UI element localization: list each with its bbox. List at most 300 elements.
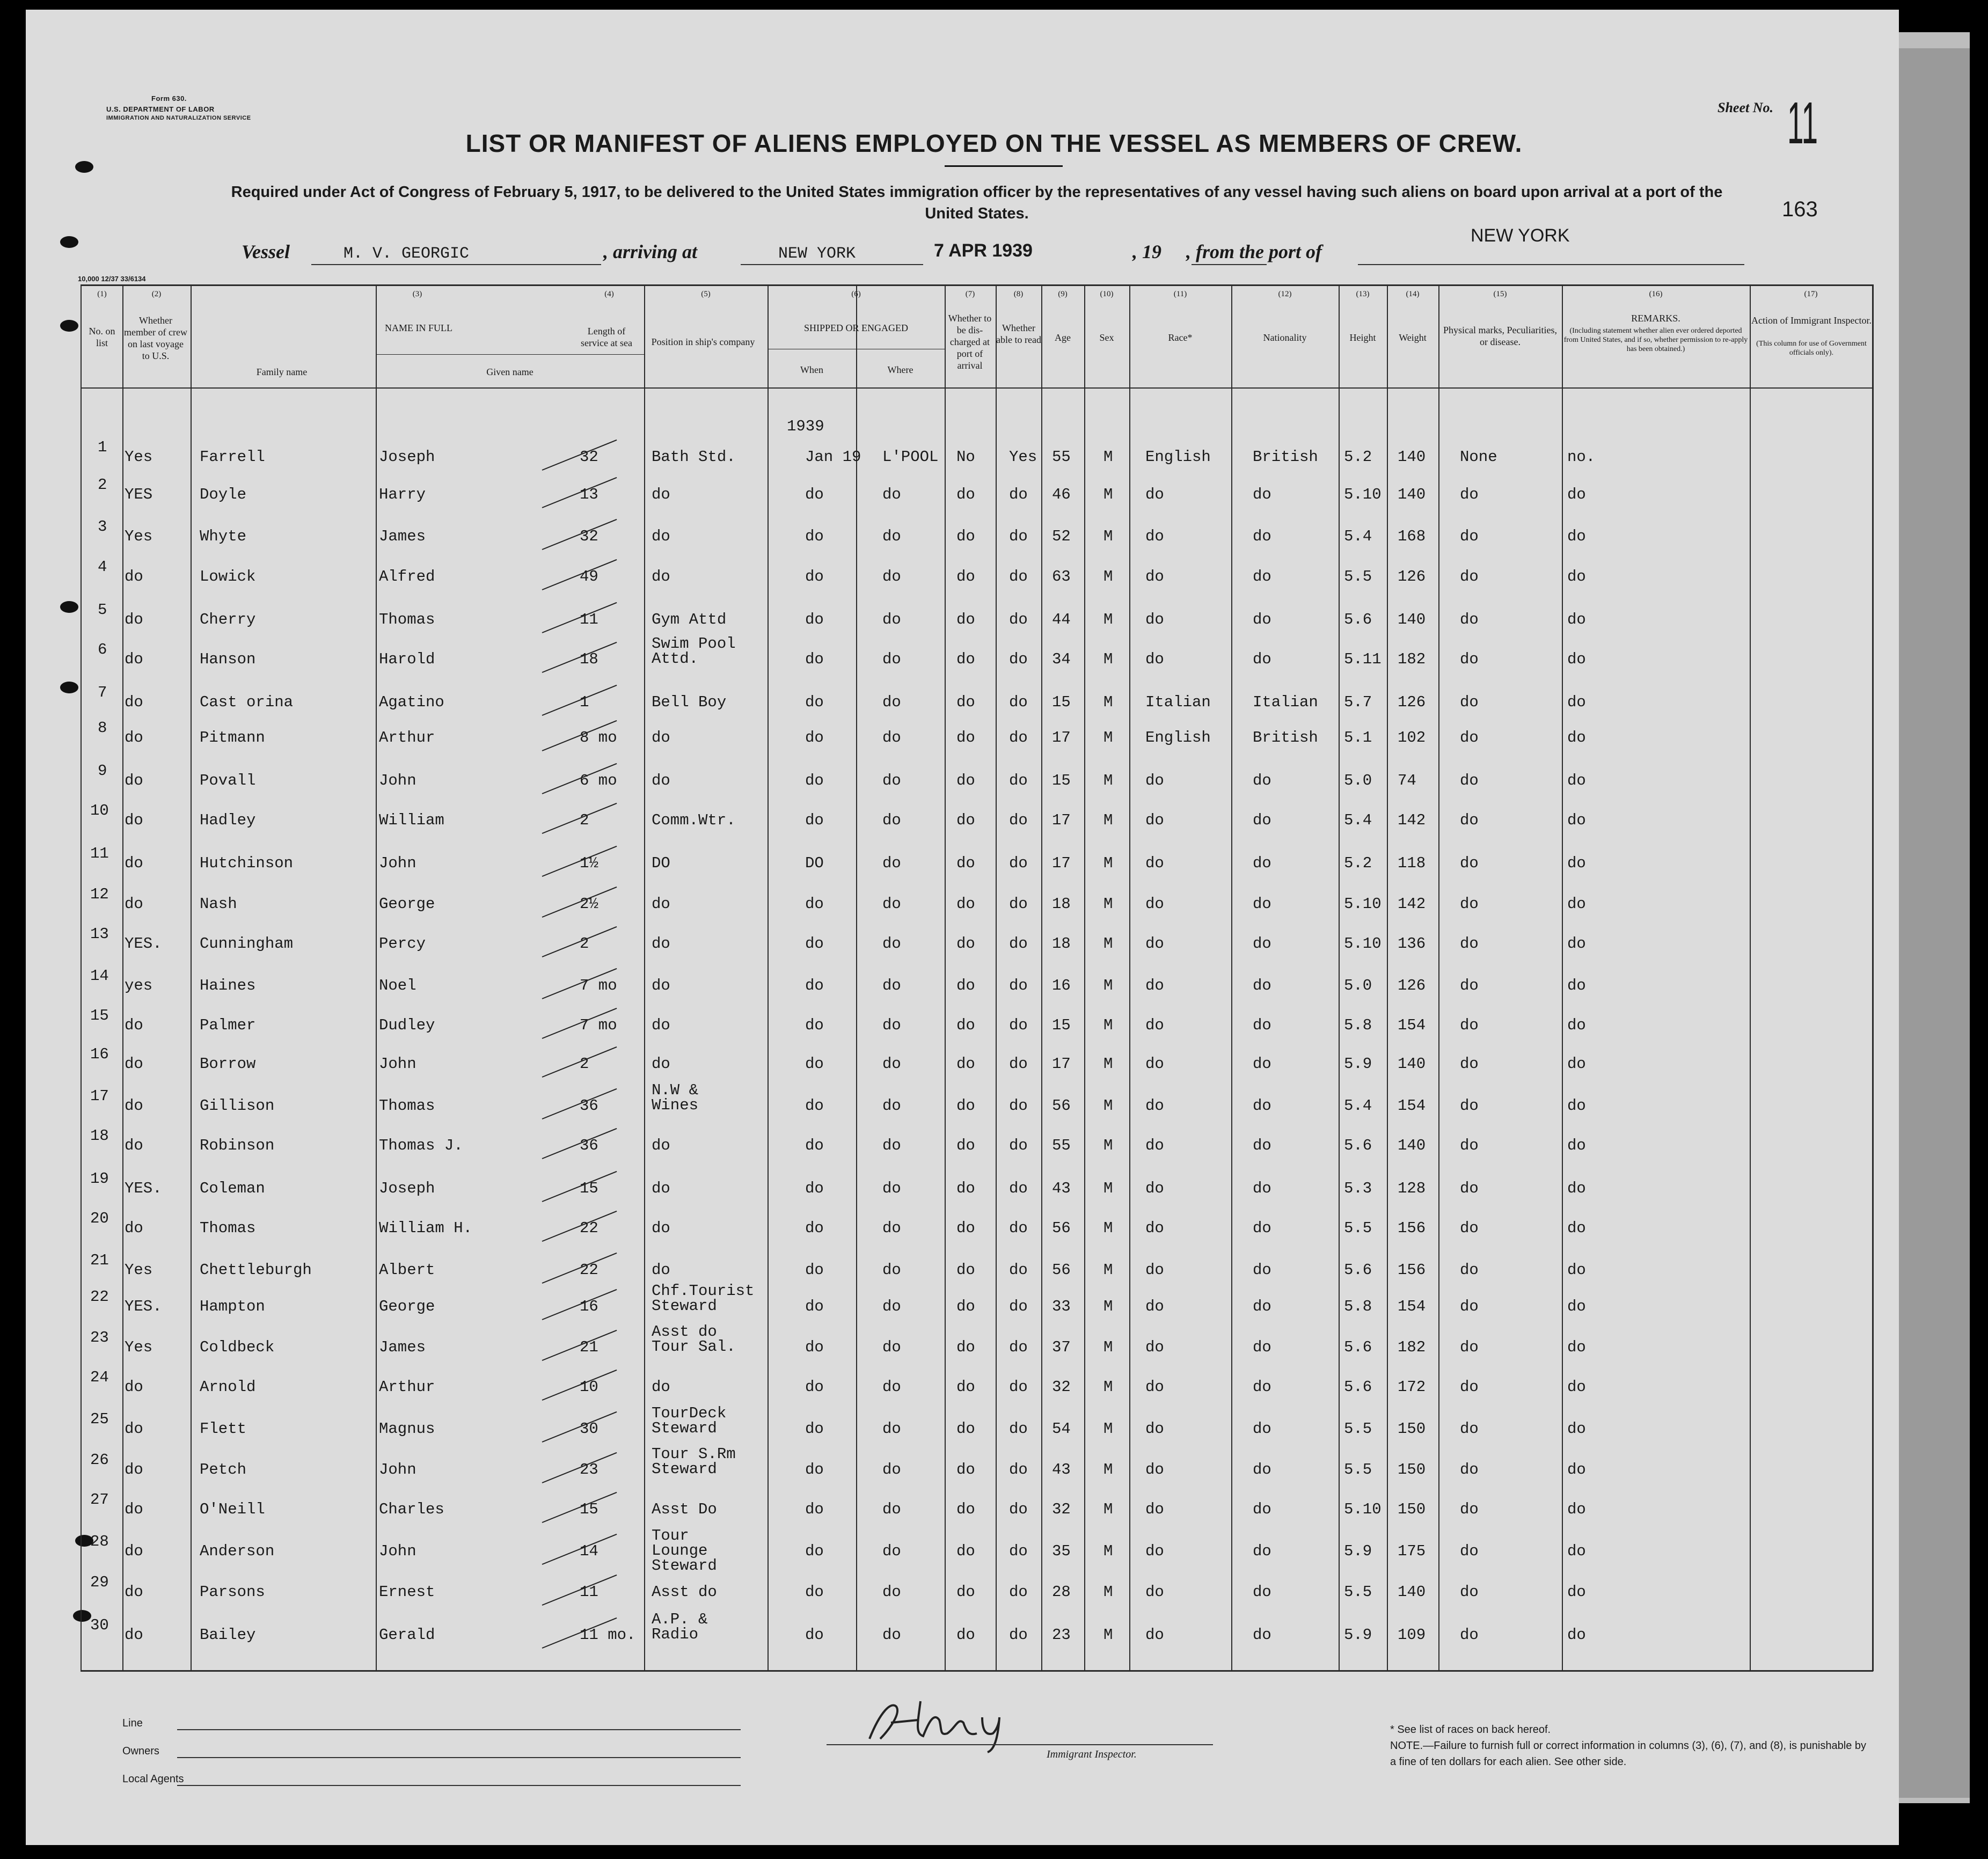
age-cell: 33 <box>1052 1298 1071 1315</box>
height-cell: 5.9 <box>1344 1055 1372 1073</box>
able-to-read-cell: do <box>1009 611 1028 628</box>
position-cell: do <box>652 772 670 789</box>
height-cell: 5.10 <box>1344 486 1382 503</box>
column-number: (16) <box>1649 290 1663 298</box>
remarks-cell: do <box>1567 1016 1586 1034</box>
col-header-discharged: Whether to be dis-charged at port of arrival <box>948 313 992 371</box>
family-name-cell: Pitmann <box>200 729 265 746</box>
race-cell: do <box>1145 1261 1164 1279</box>
service-length-cell: 32 <box>580 528 598 545</box>
weight-cell: 156 <box>1398 1219 1426 1237</box>
crew-status-cell: do <box>125 772 143 789</box>
given-name-cell: Joseph <box>379 1180 435 1197</box>
nationality-cell: do <box>1253 1461 1271 1479</box>
discharged-cell: do <box>956 568 975 585</box>
crew-status-cell: Yes <box>125 1338 153 1356</box>
races-note: * See list of races on back hereof. <box>1390 1724 1551 1736</box>
weight-cell: 142 <box>1398 895 1426 913</box>
row-number: 24 <box>90 1368 109 1386</box>
discharged-cell: do <box>956 1338 975 1356</box>
punch-hole-icon <box>60 236 78 248</box>
punch-hole-icon <box>60 601 78 613</box>
crew-status-cell: yes <box>125 977 153 994</box>
discharged-cell: do <box>956 1626 975 1644</box>
service-length-cell: 30 <box>580 1420 598 1438</box>
col-header-read: Whether able to read <box>996 323 1041 345</box>
remarks-cell: do <box>1567 895 1586 913</box>
row-number: 3 <box>98 518 107 536</box>
arriving-label: , arriving at <box>603 241 698 262</box>
remarks-cell: do <box>1567 772 1586 789</box>
shipped-where-cell: do <box>882 1420 901 1438</box>
able-to-read-cell: do <box>1009 486 1028 503</box>
service-length-cell: 10 <box>580 1378 598 1396</box>
shipped-where-cell: do <box>882 1461 901 1479</box>
shipped-where-cell: do <box>882 977 901 994</box>
nationality-cell: do <box>1253 935 1271 953</box>
physical-marks-cell: do <box>1460 1219 1479 1237</box>
family-name-cell: Thomas <box>200 1219 256 1237</box>
page-title: LIST OR MANIFEST OF ALIENS EMPLOYED ON THE VESSEL AS MEMBERS OF CREW. <box>465 129 1523 157</box>
remarks-cell: do <box>1567 1261 1586 1279</box>
family-name-cell: Cunningham <box>200 935 294 953</box>
crew-status-cell: do <box>125 1378 143 1396</box>
sex-cell: M <box>1103 1097 1113 1115</box>
print-code: 10,000 12/37 33/6134 <box>78 275 146 283</box>
able-to-read-cell: do <box>1009 693 1028 711</box>
weight-cell: 126 <box>1398 977 1426 994</box>
age-cell: 28 <box>1052 1583 1071 1601</box>
nationality-cell: do <box>1253 1261 1271 1279</box>
inspector-signature <box>859 1690 1030 1755</box>
age-cell: 56 <box>1052 1219 1071 1237</box>
owners-underline <box>177 1757 741 1758</box>
given-name-cell: John <box>379 854 416 872</box>
height-cell: 5.4 <box>1344 528 1372 545</box>
column-number: (7) <box>965 290 975 298</box>
nationality-cell: British <box>1253 729 1318 746</box>
service-length-cell: 2½ <box>580 895 598 913</box>
weight-cell: 126 <box>1398 568 1426 585</box>
weight-cell: 140 <box>1398 486 1426 503</box>
crew-status-cell: do <box>125 650 143 668</box>
shipped-when-cell: do <box>805 1338 824 1356</box>
given-name-cell: Noel <box>379 977 416 994</box>
race-cell: do <box>1145 528 1164 545</box>
crew-status-cell: do <box>125 1420 143 1438</box>
discharged-cell: do <box>956 1219 975 1237</box>
sex-cell: M <box>1103 895 1113 913</box>
crew-status-cell: do <box>125 811 143 829</box>
row-number: 30 <box>90 1616 109 1634</box>
age-cell: 15 <box>1052 693 1071 711</box>
weight-cell: 109 <box>1398 1626 1426 1644</box>
crew-status-cell: do <box>125 895 143 913</box>
col-header-when: When <box>800 364 823 375</box>
column-number: (1) <box>97 290 107 298</box>
position-cell: N.W & Wines <box>652 1081 699 1114</box>
row-number: 18 <box>90 1127 109 1145</box>
able-to-read-cell: do <box>1009 1097 1028 1115</box>
row-number: 15 <box>90 1007 109 1024</box>
height-cell: 5.6 <box>1344 1338 1372 1356</box>
col-header-sex: Sex <box>1099 332 1114 343</box>
height-cell: 5.9 <box>1344 1626 1372 1644</box>
column-rule <box>1041 284 1042 1671</box>
remarks-cell: do <box>1567 1583 1586 1601</box>
discharged-cell: do <box>956 1180 975 1197</box>
position-cell: do <box>652 895 670 913</box>
height-cell: 5.8 <box>1344 1016 1372 1034</box>
col-header-action: Action of Immigrant Inspector. <box>1751 315 1872 326</box>
column-number: (11) <box>1173 290 1187 298</box>
physical-marks-cell: None <box>1460 448 1497 466</box>
column-number: (3) <box>412 290 422 298</box>
able-to-read-cell: do <box>1009 1501 1028 1518</box>
race-cell: do <box>1145 1501 1164 1518</box>
sex-cell: M <box>1103 935 1113 953</box>
row-number: 19 <box>90 1170 109 1188</box>
shipped-when-cell: DO <box>805 854 824 872</box>
position-cell: do <box>652 1378 670 1396</box>
crew-status-cell: do <box>125 1542 143 1560</box>
inspector-label: Immigrant Inspector. <box>1047 1748 1137 1760</box>
remarks-cell: do <box>1567 935 1586 953</box>
weight-cell: 154 <box>1398 1097 1426 1115</box>
service-length-cell: 1 <box>580 693 589 711</box>
column-rule <box>945 284 946 1671</box>
crew-status-cell: do <box>125 1583 143 1601</box>
crew-status-cell: do <box>125 1016 143 1034</box>
shipped-where-cell: do <box>882 772 901 789</box>
shipped-where-cell: do <box>882 935 901 953</box>
height-cell: 5.5 <box>1344 1461 1372 1479</box>
service-length-cell: 23 <box>580 1461 598 1479</box>
nationality-cell: do <box>1253 486 1271 503</box>
position-cell: do <box>652 528 670 545</box>
crew-status-cell: do <box>125 1219 143 1237</box>
race-cell: do <box>1145 1180 1164 1197</box>
col-header-remarks: REMARKS. <box>1631 313 1680 324</box>
height-cell: 5.10 <box>1344 895 1382 913</box>
age-cell: 43 <box>1052 1461 1071 1479</box>
row-number: 29 <box>90 1573 109 1591</box>
able-to-read-cell: do <box>1009 568 1028 585</box>
row-number: 21 <box>90 1251 109 1269</box>
service-length-cell: 8 mo <box>580 729 617 746</box>
shipped-when-cell: do <box>805 1180 824 1197</box>
sex-cell: M <box>1103 1338 1113 1356</box>
arriving-port: NEW YORK <box>778 245 856 263</box>
shipped-where-cell: do <box>882 1542 901 1560</box>
line-label: Line <box>122 1717 143 1729</box>
sex-cell: M <box>1103 854 1113 872</box>
title-rule <box>945 165 1063 167</box>
year-label: , 19 <box>1132 241 1161 262</box>
able-to-read-cell: do <box>1009 1016 1028 1034</box>
line-underline <box>177 1729 741 1730</box>
physical-marks-cell: do <box>1460 729 1479 746</box>
service-length-cell: 2 <box>580 1055 589 1073</box>
nationality-cell: do <box>1253 1055 1271 1073</box>
able-to-read-cell: do <box>1009 854 1028 872</box>
col-header-name: NAME IN FULL <box>385 323 452 333</box>
remarks-cell: no. <box>1567 448 1596 466</box>
shipped-where-cell: do <box>882 854 901 872</box>
family-name-cell: Hampton <box>200 1298 265 1315</box>
sex-cell: M <box>1103 1378 1113 1396</box>
position-cell: do <box>652 1180 670 1197</box>
shipped-when-cell: do <box>805 1461 824 1479</box>
nationality-cell: do <box>1253 1298 1271 1315</box>
able-to-read-cell: do <box>1009 895 1028 913</box>
crew-status-cell: do <box>125 693 143 711</box>
discharged-cell: do <box>956 650 975 668</box>
race-cell: do <box>1145 935 1164 953</box>
age-cell: 17 <box>1052 1055 1071 1073</box>
able-to-read-cell: Yes <box>1009 448 1037 466</box>
row-number: 14 <box>90 967 109 985</box>
physical-marks-cell: do <box>1460 1261 1479 1279</box>
given-name-cell: William <box>379 811 444 829</box>
column-number: (8) <box>1013 290 1024 298</box>
nationality-cell: do <box>1253 811 1271 829</box>
remarks-cell: do <box>1567 811 1586 829</box>
family-name-cell: Povall <box>200 772 256 789</box>
column-rule <box>1339 284 1340 1671</box>
family-name-cell: Cherry <box>200 611 256 628</box>
agents-underline <box>177 1785 741 1786</box>
col-header-no: No. on list <box>89 326 115 348</box>
shipped-where-cell: do <box>882 895 901 913</box>
shipped-where-cell: do <box>882 1501 901 1518</box>
shipped-where-cell: do <box>882 693 901 711</box>
physical-marks-cell: do <box>1460 1137 1479 1154</box>
shipped-where-cell: do <box>882 811 901 829</box>
race-cell: do <box>1145 486 1164 503</box>
crew-status-cell: Yes <box>125 528 153 545</box>
height-cell: 5.2 <box>1344 854 1372 872</box>
able-to-read-cell: do <box>1009 1626 1028 1644</box>
nationality-cell: do <box>1253 1180 1271 1197</box>
family-name-cell: Parsons <box>200 1583 265 1601</box>
sex-cell: M <box>1103 568 1113 585</box>
shipped-where-cell: do <box>882 729 901 746</box>
position-cell: do <box>652 729 670 746</box>
shipped-when-cell: do <box>805 1097 824 1115</box>
sex-cell: M <box>1103 1137 1113 1154</box>
race-cell: do <box>1145 895 1164 913</box>
family-name-cell: Doyle <box>200 486 247 503</box>
shipped-where-cell: do <box>882 1583 901 1601</box>
shipped-where-cell: do <box>882 1016 901 1034</box>
race-cell: do <box>1145 611 1164 628</box>
able-to-read-cell: do <box>1009 1420 1028 1438</box>
age-cell: 15 <box>1052 1016 1071 1034</box>
crew-status-cell: do <box>125 854 143 872</box>
height-cell: 5.0 <box>1344 772 1372 789</box>
position-cell: Comm.Wtr. <box>652 811 736 829</box>
owners-label: Owners <box>122 1745 159 1757</box>
family-name-cell: Hanson <box>200 650 256 668</box>
given-name-cell: Albert <box>379 1261 435 1279</box>
age-cell: 43 <box>1052 1180 1071 1197</box>
sex-cell: M <box>1103 1420 1113 1438</box>
position-cell: do <box>652 977 670 994</box>
shipped-where-cell: do <box>882 1055 901 1073</box>
remarks-cell: do <box>1567 1542 1586 1560</box>
weight-cell: 150 <box>1398 1501 1426 1518</box>
weight-cell: 154 <box>1398 1298 1426 1315</box>
vessel-name: M. V. GEORGIC <box>343 245 470 263</box>
nationality-cell: do <box>1253 1420 1271 1438</box>
service-length-cell: 11 <box>580 611 598 628</box>
position-cell: do <box>652 1261 670 1279</box>
remarks-cell: do <box>1567 1338 1586 1356</box>
given-name-cell: Harry <box>379 486 426 503</box>
nationality-cell: do <box>1253 1137 1271 1154</box>
given-name-cell: John <box>379 1055 416 1073</box>
sex-cell: M <box>1103 650 1113 668</box>
shipped-when-cell: do <box>805 772 824 789</box>
punch-hole-icon <box>60 682 78 693</box>
sex-cell: M <box>1103 611 1113 628</box>
column-number: (14) <box>1406 290 1420 298</box>
nationality-cell: British <box>1253 448 1318 466</box>
weight-cell: 128 <box>1398 1180 1426 1197</box>
physical-marks-cell: do <box>1460 1338 1479 1356</box>
age-cell: 32 <box>1052 1501 1071 1518</box>
able-to-read-cell: do <box>1009 1137 1028 1154</box>
crew-status-cell: Yes <box>125 1261 153 1279</box>
weight-cell: 126 <box>1398 693 1426 711</box>
physical-marks-cell: do <box>1460 650 1479 668</box>
sex-cell: M <box>1103 693 1113 711</box>
position-cell: do <box>652 1055 670 1073</box>
age-cell: 44 <box>1052 611 1071 628</box>
weight-cell: 150 <box>1398 1420 1426 1438</box>
column-number: (17) <box>1804 290 1818 298</box>
shipped-when-cell: do <box>805 1137 824 1154</box>
race-cell: do <box>1145 1016 1164 1034</box>
service-length-cell: 15 <box>580 1501 598 1518</box>
weight-cell: 154 <box>1398 1016 1426 1034</box>
able-to-read-cell: do <box>1009 811 1028 829</box>
row-number: 1 <box>98 438 107 456</box>
from-port: NEW YORK <box>1471 225 1570 246</box>
sex-cell: M <box>1103 486 1113 503</box>
shipped-where-cell: do <box>882 1378 901 1396</box>
family-name-cell: Chettleburgh <box>200 1261 312 1279</box>
punch-hole-icon <box>60 320 78 332</box>
service-length-cell: 15 <box>580 1180 598 1197</box>
row-number: 5 <box>98 601 107 619</box>
position-cell: do <box>652 568 670 585</box>
height-cell: 5.5 <box>1344 1583 1372 1601</box>
position-cell: Bell Boy <box>652 693 727 711</box>
family-name-cell: Petch <box>200 1461 247 1479</box>
family-name-cell: Cast orina <box>200 693 294 711</box>
physical-marks-cell: do <box>1460 568 1479 585</box>
column-rule <box>1438 284 1439 1671</box>
position-cell: TourDeck Steward <box>652 1404 727 1437</box>
position-cell: Asst Do <box>652 1501 717 1518</box>
shipped-where-cell: do <box>882 1626 901 1644</box>
weight-cell: 136 <box>1398 935 1426 953</box>
shipped-where-cell: do <box>882 568 901 585</box>
family-name-cell: Anderson <box>200 1542 275 1560</box>
race-cell: do <box>1145 650 1164 668</box>
age-cell: 56 <box>1052 1261 1071 1279</box>
given-name-cell: Charles <box>379 1501 444 1518</box>
physical-marks-cell: do <box>1460 772 1479 789</box>
shipped-when-cell: do <box>805 528 824 545</box>
column-rule <box>1231 284 1232 1671</box>
race-cell: do <box>1145 1097 1164 1115</box>
arriving-underline <box>741 264 923 265</box>
physical-marks-cell: do <box>1460 1461 1479 1479</box>
weight-cell: 140 <box>1398 448 1426 466</box>
shipped-when-cell: do <box>805 650 824 668</box>
remarks-cell: do <box>1567 1219 1586 1237</box>
nationality-cell: Italian <box>1253 693 1318 711</box>
given-name-cell: John <box>379 1461 416 1479</box>
nationality-cell: do <box>1253 1542 1271 1560</box>
shipped-when-cell: do <box>805 1583 824 1601</box>
col-header-marks: Physical marks, Peculiarities, or disease. <box>1443 325 1557 347</box>
age-cell: 46 <box>1052 486 1071 503</box>
height-cell: 5.10 <box>1344 935 1382 953</box>
given-name-cell: Arthur <box>379 729 435 746</box>
date-stamp: 7 APR 1939 <box>934 240 1033 261</box>
position-cell: do <box>652 1016 670 1034</box>
shipped-when-cell: do <box>805 611 824 628</box>
service-length-cell: 1½ <box>580 854 598 872</box>
race-cell: English <box>1145 448 1211 466</box>
able-to-read-cell: do <box>1009 1298 1028 1315</box>
family-name-cell: Hutchinson <box>200 854 294 872</box>
age-cell: 55 <box>1052 1137 1071 1154</box>
service-length-cell: 11 mo. <box>580 1626 636 1644</box>
position-cell: do <box>652 1137 670 1154</box>
race-cell: English <box>1145 729 1211 746</box>
remarks-cell: do <box>1567 1626 1586 1644</box>
shipped-when-cell: do <box>805 1219 824 1237</box>
form-number: Form 630. <box>151 94 187 103</box>
height-cell: 5.8 <box>1344 1298 1372 1315</box>
row-number: 16 <box>90 1045 109 1063</box>
vessel-underline <box>311 264 601 265</box>
column-number: (12) <box>1278 290 1292 298</box>
row-number: 17 <box>90 1087 109 1105</box>
remarks-cell: do <box>1567 729 1586 746</box>
crew-status-cell: YES. <box>125 1180 162 1197</box>
shipped-where-cell: do <box>882 1137 901 1154</box>
discharged-cell: do <box>956 1055 975 1073</box>
physical-marks-cell: do <box>1460 895 1479 913</box>
able-to-read-cell: do <box>1009 1583 1028 1601</box>
service-length-cell: 18 <box>580 650 598 668</box>
able-to-read-cell: do <box>1009 528 1028 545</box>
crew-status-cell: YES <box>125 486 153 503</box>
height-cell: 5.2 <box>1344 448 1372 466</box>
column-number: (2) <box>151 290 162 298</box>
height-cell: 5.1 <box>1344 729 1372 746</box>
crew-status-cell: do <box>125 1501 143 1518</box>
shipped-when-cell: Jan 19 <box>805 448 861 466</box>
family-name-cell: Palmer <box>200 1016 256 1034</box>
row-number: 26 <box>90 1451 109 1469</box>
